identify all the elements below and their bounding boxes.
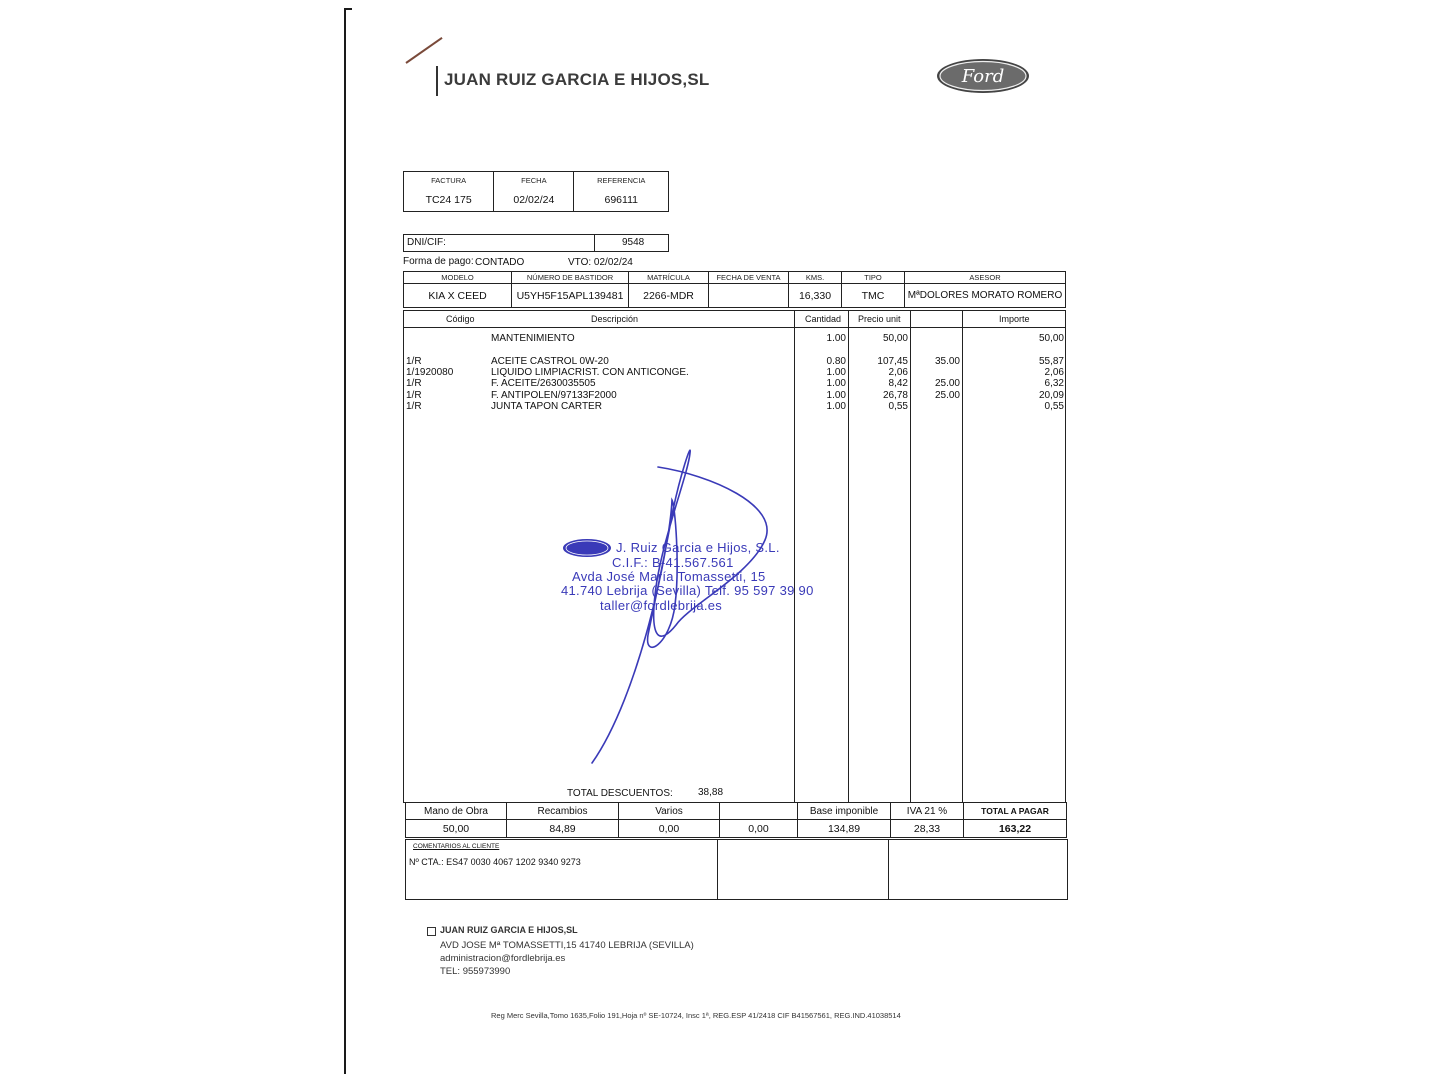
totals-header-base: Base imponible <box>798 803 891 820</box>
vehicle-header-tipo: TIPO <box>842 272 905 284</box>
item-precio: 0,55 <box>888 401 908 412</box>
stamp-line3: Avda José María Tomassetti, 15 <box>572 569 766 584</box>
footer-checkbox-icon <box>427 927 436 936</box>
totals-header-total: TOTAL A PAGAR <box>964 803 1067 820</box>
item-codigo: 1/R <box>406 378 422 389</box>
totals-varios: 0,00 <box>619 820 720 838</box>
page-edge-line <box>344 8 346 1074</box>
item-dto: 25.00 <box>934 378 960 389</box>
vehicle-header-modelo: MODELO <box>404 272 512 284</box>
logo-slash <box>405 37 442 64</box>
dni-label: DNI/CIF: <box>407 237 446 248</box>
totals-total: 163,22 <box>964 820 1067 838</box>
stamp-line5: taller@fordlebrija.es <box>600 598 723 613</box>
items-header-precio: Precio unit <box>858 314 901 324</box>
items-header-codigo: Código <box>446 314 475 324</box>
item-importe: 6,32 <box>1044 378 1064 389</box>
footer-company: JUAN RUIZ GARCIA E HIJOS,SL <box>440 925 578 935</box>
totals-iva: 28,33 <box>891 820 964 838</box>
factura-label: FACTURA <box>404 172 494 190</box>
signature-scribble <box>580 445 780 775</box>
item-cantidad: 1.00 <box>826 367 846 378</box>
item-descripcion: LIQUIDO LIMPIACRIST. CON ANTICONGE. <box>491 367 689 378</box>
col-line-precio <box>848 310 849 803</box>
vehicle-modelo: KIA X CEED <box>404 284 512 308</box>
vehicle-matricula: 2266-MDR <box>629 284 709 308</box>
dni-box <box>403 234 669 252</box>
vehicle-header-asesor: ASESOR <box>905 272 1066 284</box>
item-descripcion: ACEITE CASTROL 0W-20 <box>491 356 609 367</box>
col-line-dto <box>910 310 911 803</box>
col-line-cantidad <box>794 310 795 803</box>
payment-vto: VTO: 02/02/24 <box>568 257 633 268</box>
totals-table <box>405 802 1067 838</box>
comments-text: Nº CTA.: ES47 0030 4067 1202 9340 9273 <box>409 857 581 867</box>
item-importe: 20,09 <box>1038 390 1064 401</box>
footer-address: AVD JOSE Mª TOMASSETTI,15 41740 LEBRIJA (SEVILLA) <box>440 940 694 951</box>
vehicle-header-bastidor: NÚMERO DE BASTIDOR <box>512 272 629 284</box>
item-cantidad: 0.80 <box>826 356 846 367</box>
vehicle-asesor: MªDOLORES MORATO ROMERO <box>905 284 1066 308</box>
stamp-line4: 41.740 Lebrija (Sevilla) Telf. 95 597 39 90 <box>561 583 814 598</box>
item-precio: 107,45 <box>877 356 908 367</box>
item-precio: 50,00 <box>882 333 908 344</box>
items-header-cantidad: Cantidad <box>805 314 842 324</box>
payment-method: CONTADO <box>475 257 525 268</box>
totals-otros: 0,00 <box>720 820 798 838</box>
item-precio: 26,78 <box>882 390 908 401</box>
vehicle-bastidor: U5YH5F15APL139481 <box>512 284 629 308</box>
col-line-importe <box>962 310 963 803</box>
comments-box <box>405 839 1068 900</box>
item-importe: 50,00 <box>1038 333 1064 344</box>
descuentos-label: TOTAL DESCUENTOS: <box>567 788 673 799</box>
item-precio: 2,06 <box>888 367 908 378</box>
ford-logo-icon <box>936 58 1030 94</box>
invoice-header-table <box>403 171 669 212</box>
comments-label: COMENTARIOS AL CLIENTE <box>413 843 500 850</box>
items-header-rule <box>404 327 1065 328</box>
item-importe: 0,55 <box>1044 401 1064 412</box>
item-importe: 55,87 <box>1038 356 1064 367</box>
totals-base: 134,89 <box>798 820 891 838</box>
comments-divider-2 <box>888 840 889 899</box>
item-dto: 35.00 <box>934 356 960 367</box>
totals-recambios: 84,89 <box>507 820 619 838</box>
item-descripcion: JUNTA TAPON CARTER <box>491 401 602 412</box>
item-precio: 8,42 <box>888 378 908 389</box>
totals-header-recambios: Recambios <box>507 803 619 820</box>
client-code: 9548 <box>622 237 645 248</box>
vehicle-header-matricula: MATRÍCULA <box>629 272 709 284</box>
item-descripcion: F. ACEITE/2630035505 <box>491 378 596 389</box>
comments-divider-1 <box>717 840 718 899</box>
vehicle-tipo: TMC <box>842 284 905 308</box>
footer-registry: Reg Merc Sevilla,Tomo 1635,Folio 191,Hoja nº SE-10724, Insc 1ª, REG.ESP 41/2418 CIF B41567561, REG.IND.41038514 <box>491 1011 901 1020</box>
footer-tel: TEL: 955973990 <box>440 966 511 977</box>
item-dto: 25.00 <box>934 390 960 401</box>
items-header-descripcion: Descripción <box>591 314 639 324</box>
items-header-importe: Importe <box>999 314 1030 324</box>
item-descripcion: F. ANTIPOLEN/97133F2000 <box>491 390 617 401</box>
item-importe: 2,06 <box>1044 367 1064 378</box>
vehicle-header-kms: KMS. <box>789 272 842 284</box>
vehicle-fecha-venta <box>709 284 789 308</box>
page-edge-tick <box>344 8 352 10</box>
fecha-value: 02/02/24 <box>494 190 574 212</box>
ford-logo-text: Ford <box>961 66 1005 87</box>
company-name: JUAN RUIZ GARCIA E HIJOS,SL <box>444 70 710 89</box>
fecha-label: FECHA <box>494 172 574 190</box>
footer-email: administracion@fordlebrija.es <box>440 953 566 964</box>
stamp-line2: C.I.F.: B-41.567.561 <box>612 555 734 570</box>
item-codigo: 1/R <box>406 390 422 401</box>
totals-header-blank <box>720 803 798 820</box>
item-descripcion: MANTENIMIENTO <box>491 333 575 344</box>
descuentos-value: 38,88 <box>698 787 724 798</box>
factura-value: TC24 175 <box>404 190 494 212</box>
vehicle-table <box>403 271 1066 308</box>
referencia-value: 696111 <box>574 190 669 212</box>
item-cantidad: 1.00 <box>826 333 846 344</box>
item-cantidad: 1.00 <box>826 378 846 389</box>
referencia-label: REFERENCIA <box>574 172 669 190</box>
item-cantidad: 1.00 <box>826 390 846 401</box>
totals-header-varios: Varios <box>619 803 720 820</box>
item-cantidad: 1.00 <box>826 401 846 412</box>
item-codigo: 1/R <box>406 401 422 412</box>
stamp-line1: J. Ruiz Garcia e Hijos, S.L. <box>616 540 780 555</box>
vehicle-header-fecha-venta: FECHA DE VENTA <box>709 272 789 284</box>
logo-bar <box>436 66 438 96</box>
totals-header-mano-obra: Mano de Obra <box>406 803 507 820</box>
totals-header-iva: IVA 21 % <box>891 803 964 820</box>
dni-divider <box>594 235 595 251</box>
totals-mano-obra: 50,00 <box>406 820 507 838</box>
payment-label: Forma de pago: <box>403 256 474 267</box>
item-codigo: 1/1920080 <box>406 367 454 378</box>
vehicle-kms: 16,330 <box>789 284 842 308</box>
item-codigo: 1/R <box>406 356 422 367</box>
